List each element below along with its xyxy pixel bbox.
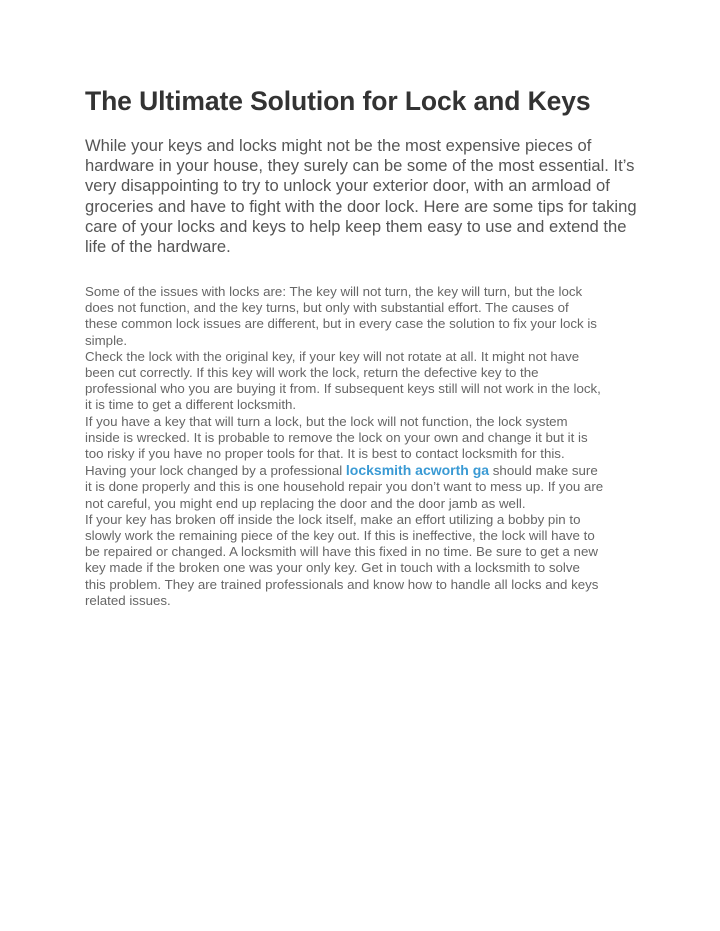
page-title: The Ultimate Solution for Lock and Keys <box>85 86 591 116</box>
body-line: these common lock issues are different, but in every case the solution to fix your lock is <box>85 316 597 332</box>
body-line: If your key has broken off inside the lock itself, make an effort utilizing a bobby pin to <box>85 511 581 527</box>
intro-line: care of your locks and keys to help keep them easy to use and extend the <box>85 216 627 236</box>
link-line-after: should make sure <box>489 463 598 479</box>
body-line-with-link <box>85 462 645 479</box>
body-line: Check the lock with the original key, if your key will not rotate at all. It might not have <box>85 348 580 364</box>
body-line: If you have a key that will turn a lock, but the lock will not function, the lock system <box>85 413 568 429</box>
body-line: simple. <box>85 332 128 348</box>
body-line: be repaired or changed. A locksmith will have this fixed in no time. Be sure to get a new <box>85 544 598 560</box>
intro-line: very disappointing to try to unlock your exterior door, with an armload of <box>85 176 610 196</box>
link-line-before: Having your lock changed by a professional <box>85 463 346 479</box>
body-line: does not function, and the key turns, but only with substantial effort. The causes of <box>85 300 569 316</box>
body-line: it is done properly and this is one household repair you don’t want to mess up. If you are <box>85 479 604 495</box>
intro-paragraph <box>85 136 645 257</box>
locksmith-acworth-link[interactable]: locksmith acworth ga <box>345 462 490 479</box>
body-line: not careful, you might end up replacing the door and the door jamb as well. <box>85 495 526 511</box>
body-line: been cut correctly. If this key will work the lock, return the defective key to the <box>85 365 539 381</box>
body-text <box>85 284 645 609</box>
body-line: it is time to get a different locksmith. <box>85 397 297 413</box>
body-line: related issues. <box>85 592 171 608</box>
intro-line: While your keys and locks might not be the most expensive pieces of <box>85 136 592 155</box>
body-line: too risky if you have no proper tools for that. It is best to contact locksmith for this. <box>85 446 565 462</box>
intro-line: groceries and have to fight with the door lock. Here are some tips for taking <box>85 196 637 216</box>
intro-line: life of the hardware. <box>85 237 231 257</box>
intro-line: hardware in your house, they surely can be some of the most essential. It’s <box>85 156 635 176</box>
body-line: Some of the issues with locks are: The key will not turn, the key will turn, but the lock <box>85 284 583 299</box>
body-line: professional who you are buying it from. If subsequent keys still will not work in the lock, <box>85 381 601 397</box>
body-line: inside is wrecked. It is probable to remove the lock on your own and change it but it is <box>85 429 588 445</box>
body-line: this problem. They are trained professionals and know how to handle all locks and keys <box>85 576 599 592</box>
body-line: key made if the broken one was your only key. Get in touch with a locksmith to solve <box>85 560 580 576</box>
body-line: slowly work the remaining piece of the key out. If this is ineffective, the lock will have to <box>85 528 595 544</box>
